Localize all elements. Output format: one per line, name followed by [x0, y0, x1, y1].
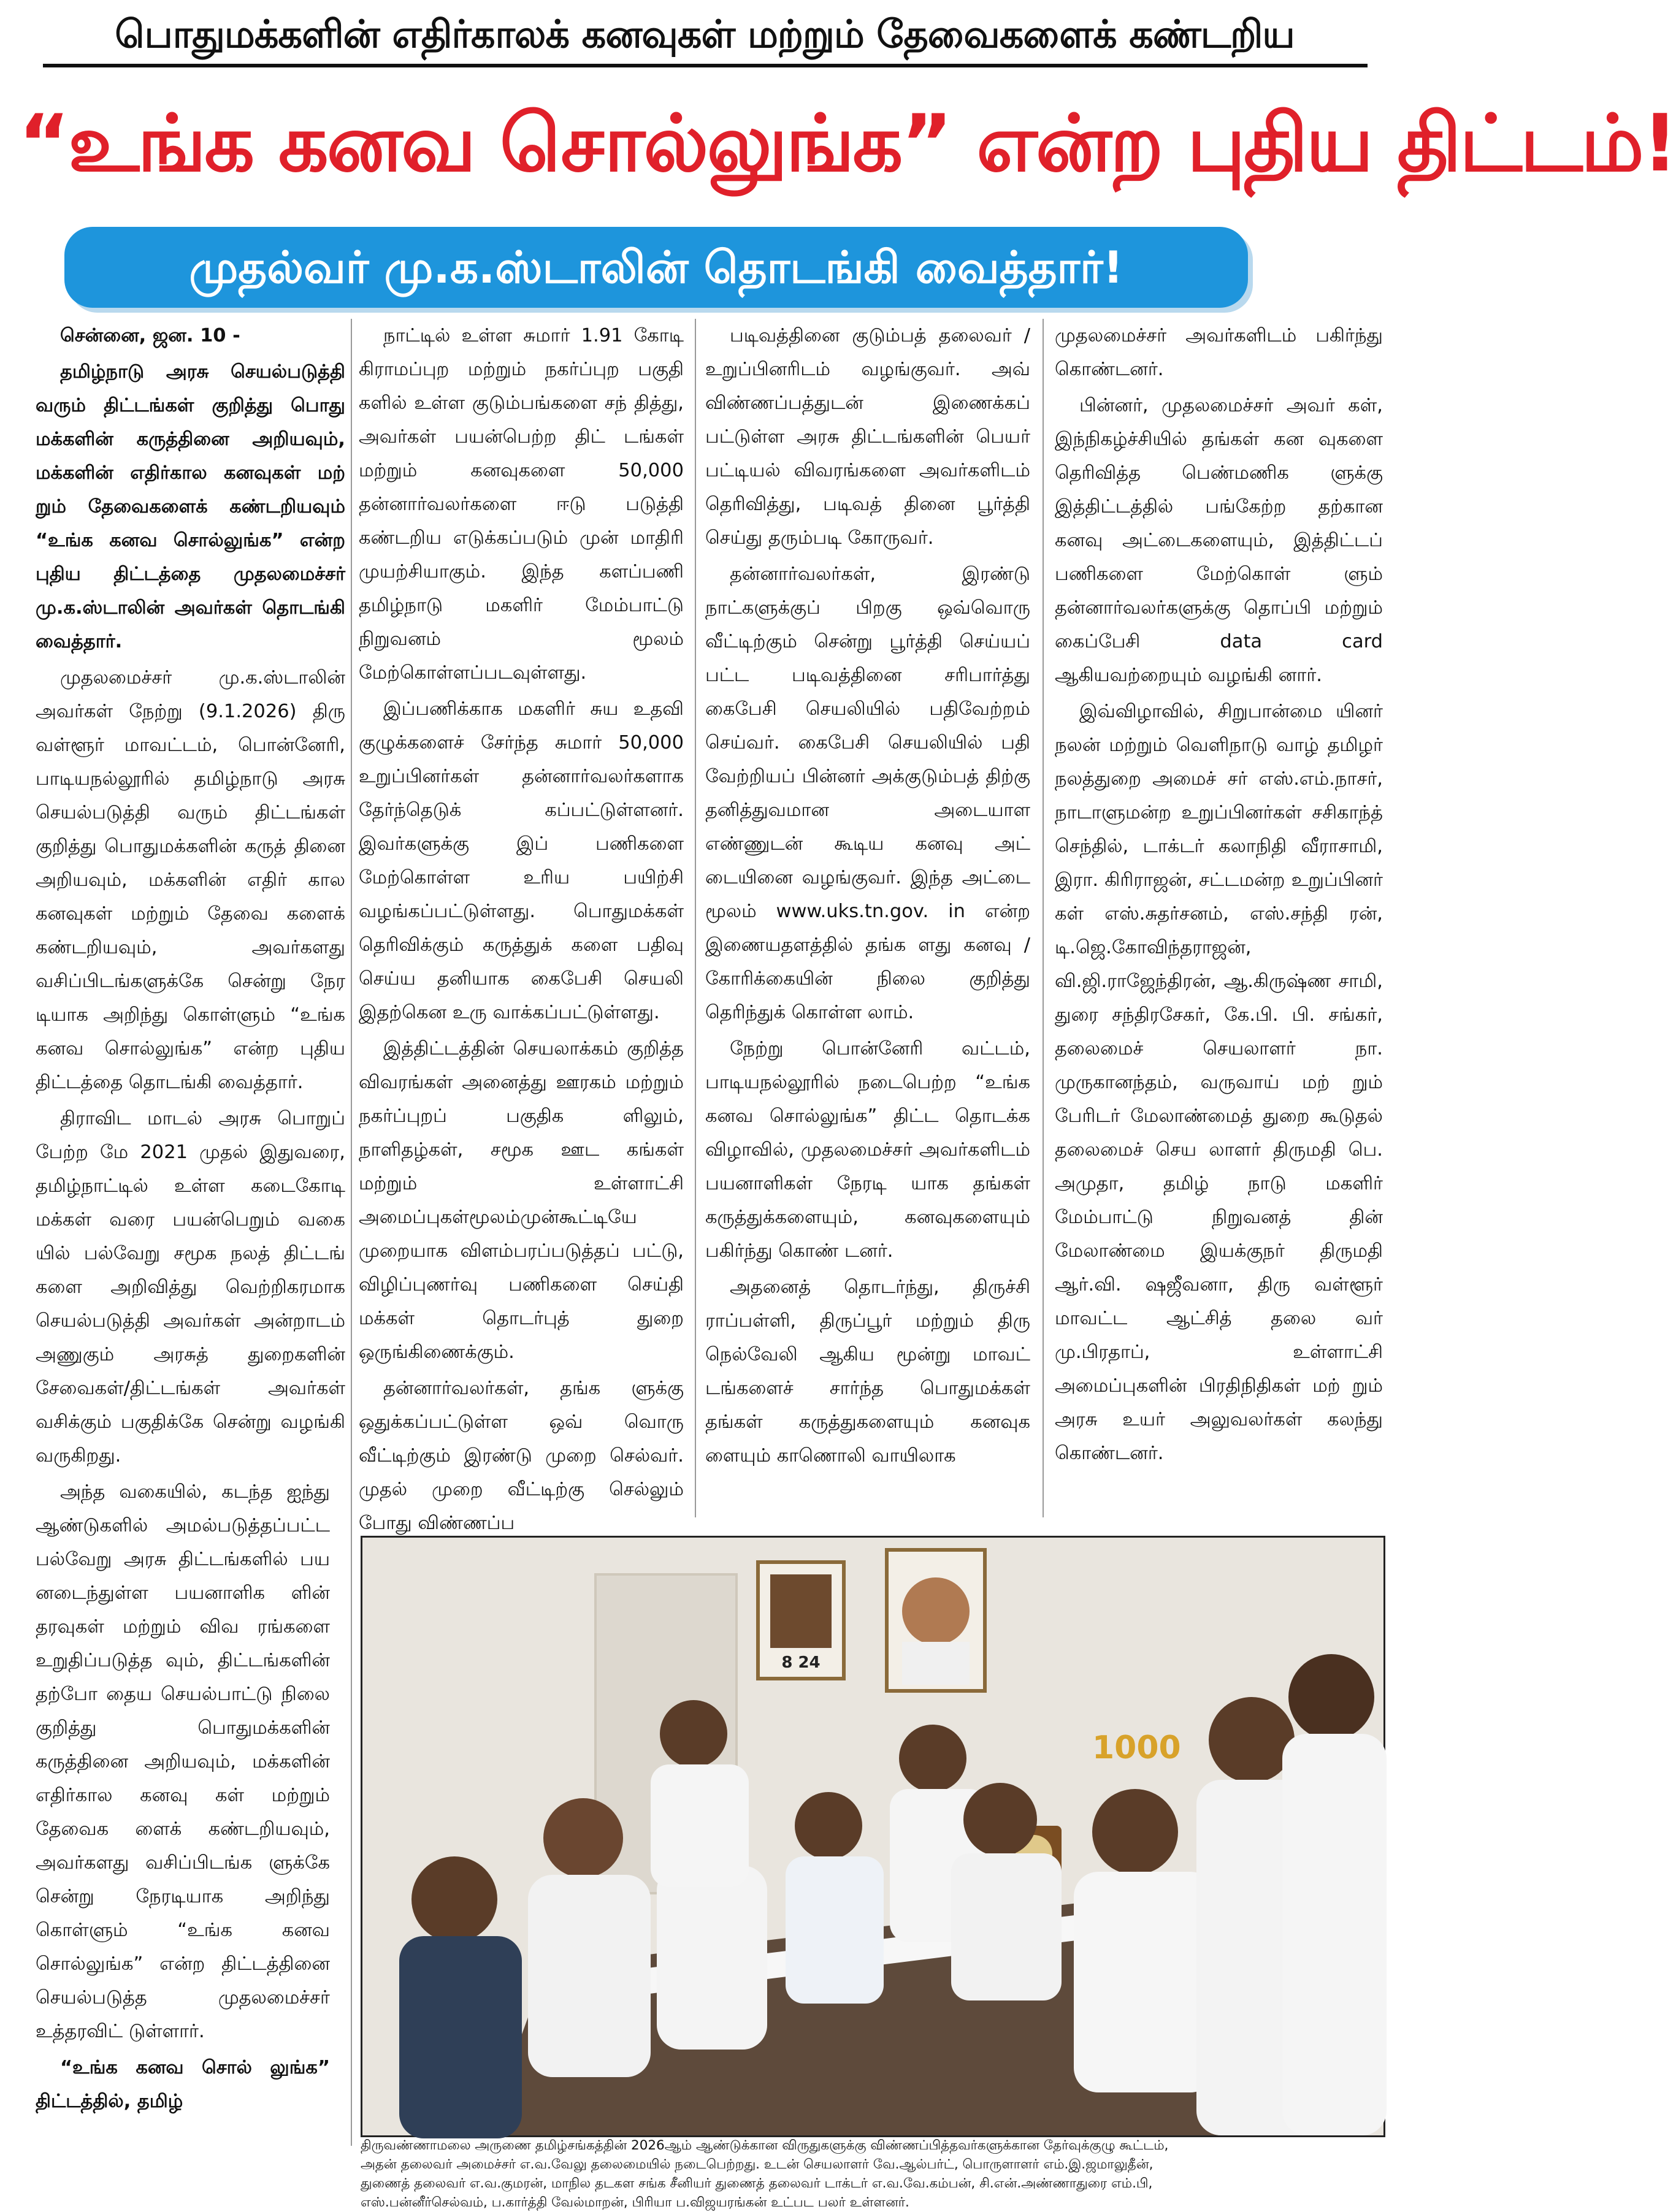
paragraph: திராவிட மாடல் அரசு பொறுப் பேற்ற மே 2021 முதல் இதுவரை, தமிழ்நாட்டில் உள்ள கடைகோடி மக்கள் வரை பயன்பெறும் வகை யில் பல்வேறு சமூக நலத் திட்டங் களை அறிவித்து வெற்றிகரமாக செயல்படுத்தி அவர்கள் அன்றாடம் அணுகும் அரசுத் துறைகளின் சேவைகள்/திட்டங்கள் அவர்கள் வசிக்கும் பகுதிக்கே சென்று வழங்கி வருகிறது. [36, 1108, 345, 1466]
paragraph: படிவத்தினை குடும்பத் தலைவர் / உறுப்பினரிடம் வழங்குவர். அவ் விண்ணப்பத்துடன் இணைக்கப் பட்டுள்ள அரசு திட்டங்களின் பெயர் பட்டியல் விவரங்களை அவர்களிடம் தெரிவித்து, படிவத் தினை பூர்த்தி செய்து தரும்படி கோருவர். [705, 325, 1030, 549]
trophy-number: 1000 [1092, 1730, 1181, 1766]
paragraph: முதலமைச்சர் மு.க.ஸ்டாலின் அவர்கள் நேற்று (9.1.2026) திரு வள்ளூர் மாவட்டம், பொன்னேரி, பாடியநல்லூரில் தமிழ்நாடு அரசு செயல்படுத்தி வரும் திட்டங்கள் குறித்து பொதுமக்களின் கருத் தினை அறியவும், மக்களின் எதிர் கால கனவுகள் மற்றும் தேவை களைக் கண்டறியவும், அவர்களது வசிப்பிடங்களுக்கே சென்று நேர டியாக அறிந்து கொள்ளும் “உங்க கனவ சொல்லுங்க” என்ற புதிய திட்டத்தை தொடங்கி வைத்தார். [36, 667, 345, 1093]
portrait-face [902, 1577, 970, 1645]
paragraph: தன்னார்வலர்கள், இரண்டு நாட்களுக்குப் பிறகு ஒவ்வொரு வீட்டிற்கும் சென்று பூர்த்தி செய்யப் பட்ட படிவத்தினை சரிபார்த்து கைபேசி செயலியில் பதிவேற்றம் செய்வர். கைபேசி செயலியில் பதி வேற்றியப் பின்னர் அக்குடும்பத் திற்கு தனித்துவமான அடையாள எண்ணுடன் கூடிய கனவு அட் டையினை வழங்குவர். இந்த அட்டை மூலம் www.uks.tn.gov. in என்ற இணையதளத்தில் தங்க ளது கனவு / கோரிக்கையின் நிலை குறித்து தெரிந்துக் கொள்ள லாம். [705, 563, 1030, 1023]
caption-line: திருவண்ணாமலை அருணை தமிழ்சங்கத்தின் 2026ஆம் ஆண்டுக்கான விருதுகளுக்கு விண்ணப்பித்தவர்களுக்கான தேர்வுக்குழு கூட்டம், [361, 2138, 1169, 2153]
paragraph: நேற்று பொன்னேரி வட்டம், பாடியநல்லூரில் நடைபெற்ற “உங்க கனவ சொல்லுங்க” திட்ட தொடக்க விழாவில், முதலமைச்சர் அவர்களிடம் பயனாளிகள் நேரடி யாக தங்கள் கருத்துக்களையும், கனவுகளையும் பகிர்ந்து கொண் டனர். [705, 1038, 1030, 1262]
caption-line: துணைத் தலைவர் எ.வ.குமரன், மாநில தடகள சங்க சீனியர் துணைத் தலைவர் டாக்டர் எ.வ.வே.கம்பன், சி.என்.அண்ணாதுரை எம்.பி, [361, 2176, 1153, 2191]
paragraph: “உங்க கனவ சொல் லுங்க” திட்டத்தில், தமிழ் [36, 2057, 330, 2112]
column-divider [351, 319, 352, 2146]
paragraph: அந்த வகையில், கடந்த ஐந்து ஆண்டுகளில் அமல்படுத்தப்பட்ட பல்வேறு அரசு திட்டங்களில் பய னடைந்துள்ள பயனாளிக ளின் தரவுகள் மற்றும் விவ ரங்களை உறுதிப்படுத்த வும், திட்டங்களின் தற்போ தைய செயல்பாட்டு நிலை குறித்து பொதுமக்களின் கருத்தினை அறியவும், மக்களின் எதிர்கால கனவு கள் மற்றும் தேவைக ளைக் கண்டறியவும், அவர்களது வசிப்பிடங்க ளுக்கே சென்று நேரடியாக அறிந்து கொள்ளும் “உங்க கனவ சொல்லுங்க” என்ற திட்டத்தினை செயல்படுத்த முதலமைச்சர் உத்தரவிட் டுள்ளார். [36, 1481, 330, 2042]
article-column-2 [359, 319, 684, 1534]
lead-paragraph: தமிழ்நாடு அரசு செயல்படுத்தி வரும் திட்டங்கள் குறித்து பொது மக்களின் கருத்தினை அறியவும், மக்களின் எதிர்கால கனவுகள் மற் றும் தேவைகளைக் கண்டறியவும் “உங்க கனவ சொல்லுங்க” என்ற புதிய திட்டத்தை முதலமைச்சர் மு.க.ஸ்டாலின் அவர்கள் தொடங்கி வைத்தார். [36, 361, 345, 652]
article-column-4 [1055, 319, 1383, 1517]
column-divider [695, 319, 696, 1517]
caption-line: எஸ்.பன்னீர்செல்வம், ப.கார்த்தி வேல்மாறன், பிரியா ப.விஜயரங்கன் உட்பட பலர் உள்ளனர். [361, 2195, 909, 2210]
meeting-photo-illustration [362, 1538, 1383, 2135]
portrait-image [770, 1574, 832, 1648]
caption-line: அதன் தலைவர் அமைச்சர் எ.வ.வேலு தலைமையில் நடைபெற்றது. உடன் செயலாளர் வே.ஆல்பர்ட், பொருளாளர் எம்.இ.ஜமாலுதீன், [361, 2157, 1154, 2172]
paragraph: இத்திட்டத்தின் செயலாக்கம் குறித்த விவரங்கள் அனைத்து ஊரகம் மற்றும் நகர்ப்புறப் பகுதிக ளிலும், நாளிதழ்கள், சமூக ஊட கங்கள் மற்றும் உள்ளாட்சி அமைப்புகள்மூலம்முன்கூட்டியே முறையாக விளம்பரப்படுத்தப் பட்டு, விழிப்புணர்வு பணிகளை செய்தி மக்கள் தொடர்புத் துறை ஒருங்கிணைக்கும். [359, 1038, 684, 1363]
paragraph: இவ்விழாவில், சிறுபான்மை யினர் நலன் மற்றும் வெளிநாடு வாழ் தமிழர் நலத்துறை அமைச் சர் எஸ்.எம்.நாசர், நாடாளுமன்ற உறுப்பினர்கள் சசிகாந்த் செந்தில், டாக்டர் கலாநிதி வீராசாமி, இரா. கிரிராஜன், சட்டமன்ற உறுப்பினர் கள் எஸ்.சுதர்சனம், எஸ்.சந்தி ரன், டி.ஜெ.கோவிந்தராஜன், வி.ஜி.ராஜேந்திரன், ஆ.கிருஷ்ண சாமி, துரை சந்திரசேகர், கே.பி. பி. சங்கர், தலைமைச் செயலாளர் நா. முருகானந்தம், வருவாய் மற் றும் பேரிடர் மேலாண்மைத் துறை கூடுதல் தலைமைச் செய லாளர் திருமதி பெ. அமுதா, தமிழ் நாடு மகளிர் மேம்பாட்டு நிறுவனத் தின் மேலாண்மை இயக்குநர் திருமதி ஆர்.வி. ஷஜீவனா, திரு வள்ளூர் மாவட்ட ஆட்சித் தலை வர் மு.பிரதாப், உள்ளாட்சி அமைப்புகளின் பிரதிநிதிகள் மற் றும் அரசு உயர் அலுவலர்கள் கலந்து கொண்டனர். [1055, 701, 1383, 1464]
article-column-1 [36, 319, 345, 2146]
column-divider [1043, 319, 1044, 1517]
paragraph: இப்பணிக்காக மகளிர் சுய உதவி குழுக்களைச் சேர்ந்த சுமார் 50,000 உறுப்பினர்கள் தன்னார்வலர்களாக தேர்ந்தெடுக் கப்பட்டுள்ளனர். இவர்களுக்கு இப் பணிகளை மேற்கொள்ள உரிய பயிற்சி வழங்கப்பட்டுள்ளது. பொதுமக்கள் தெரிவிக்கும் கருத்துக் களை பதிவு செய்ய தனியாக கைபேசி செயலி இதற்கென உரு வாக்கப்பட்டுள்ளது. [359, 698, 684, 1023]
main-headline: “உங்க கனவ சொல்லுங்க” என்ற புதிய திட்டம்! [18, 98, 1676, 189]
kicker-headline: பொதுமக்களின் எதிர்காலக் கனவுகள் மற்றும் தேவைகளைக் கண்டறிய [115, 12, 1295, 56]
kicker-divider [43, 64, 1368, 67]
calendar-number: 8 24 [781, 1653, 821, 1672]
paragraph: முதலமைச்சர் அவர்களிடம் பகிர்ந்து கொண்டனர். [1055, 325, 1383, 380]
paragraph: அதனைத் தொடர்ந்து, திருச்சி ராப்பள்ளி, திருப்பூர் மற்றும் திரு நெல்வேலி ஆகிய மூன்று மாவட் டங்களைச் சார்ந்த பொதுமக்கள் தங்கள் கருத்துகளையும் கனவுக ளையும் காணொலி வாயிலாக [705, 1276, 1030, 1466]
paragraph: நாட்டில் உள்ள சுமார் 1.91 கோடி கிராமப்புற மற்றும் நகர்ப்புற பகுதி களில் உள்ள குடும்பங்களை சந் தித்து, அவர்கள் பயன்பெற்ற திட் டங்கள் மற்றும் கனவுகளை 50,000 தன்னார்வலர்களை ஈடு படுத்தி கண்டறிய எடுக்கப்படும் முன் மாதிரி முயற்சியாகும். இந்த களப்பணி தமிழ்நாடு மகளிர் மேம்பாட்டு நிறுவனம் மூலம் மேற்கொள்ளப்படவுள்ளது. [359, 325, 684, 684]
photo-caption [361, 2136, 1384, 2210]
paragraph: பின்னர், முதலமைச்சர் அவர் கள், இந்நிகழ்ச்சியில் தங்கள் கன வுகளை தெரிவித்த பெண்மணிக ளுக்கு இத்திட்டத்தில் பங்கேற்ற தற்கான கனவு அட்டைகளையும், இத்திட்டப் பணிகளை மேற்கொள் ளும் தன்னார்வலர்களுக்கு தொப்பி மற்றும் கைப்பேசி data card ஆகியவற்றையும் வழங்கி னார். [1055, 395, 1383, 686]
article-column-3 [705, 319, 1030, 1517]
dateline: சென்னை, ஜன. 10 - [60, 325, 240, 346]
portrait-body [902, 1642, 970, 1685]
paragraph: தன்னார்வலர்கள், தங்க ளுக்கு ஒதுக்கப்பட்டுள்ள ஒவ் வொரு வீட்டிற்கும் இரண்டு முறை செல்வர். முதல் முறை வீட்டிற்கு செல்லும் போது விண்ணப்ப [359, 1378, 684, 1534]
sub-headline-banner: முதல்வர் மு.க.ஸ்டாலின் தொடங்கி வைத்தார்! [64, 227, 1248, 308]
news-photo [361, 1536, 1385, 2137]
